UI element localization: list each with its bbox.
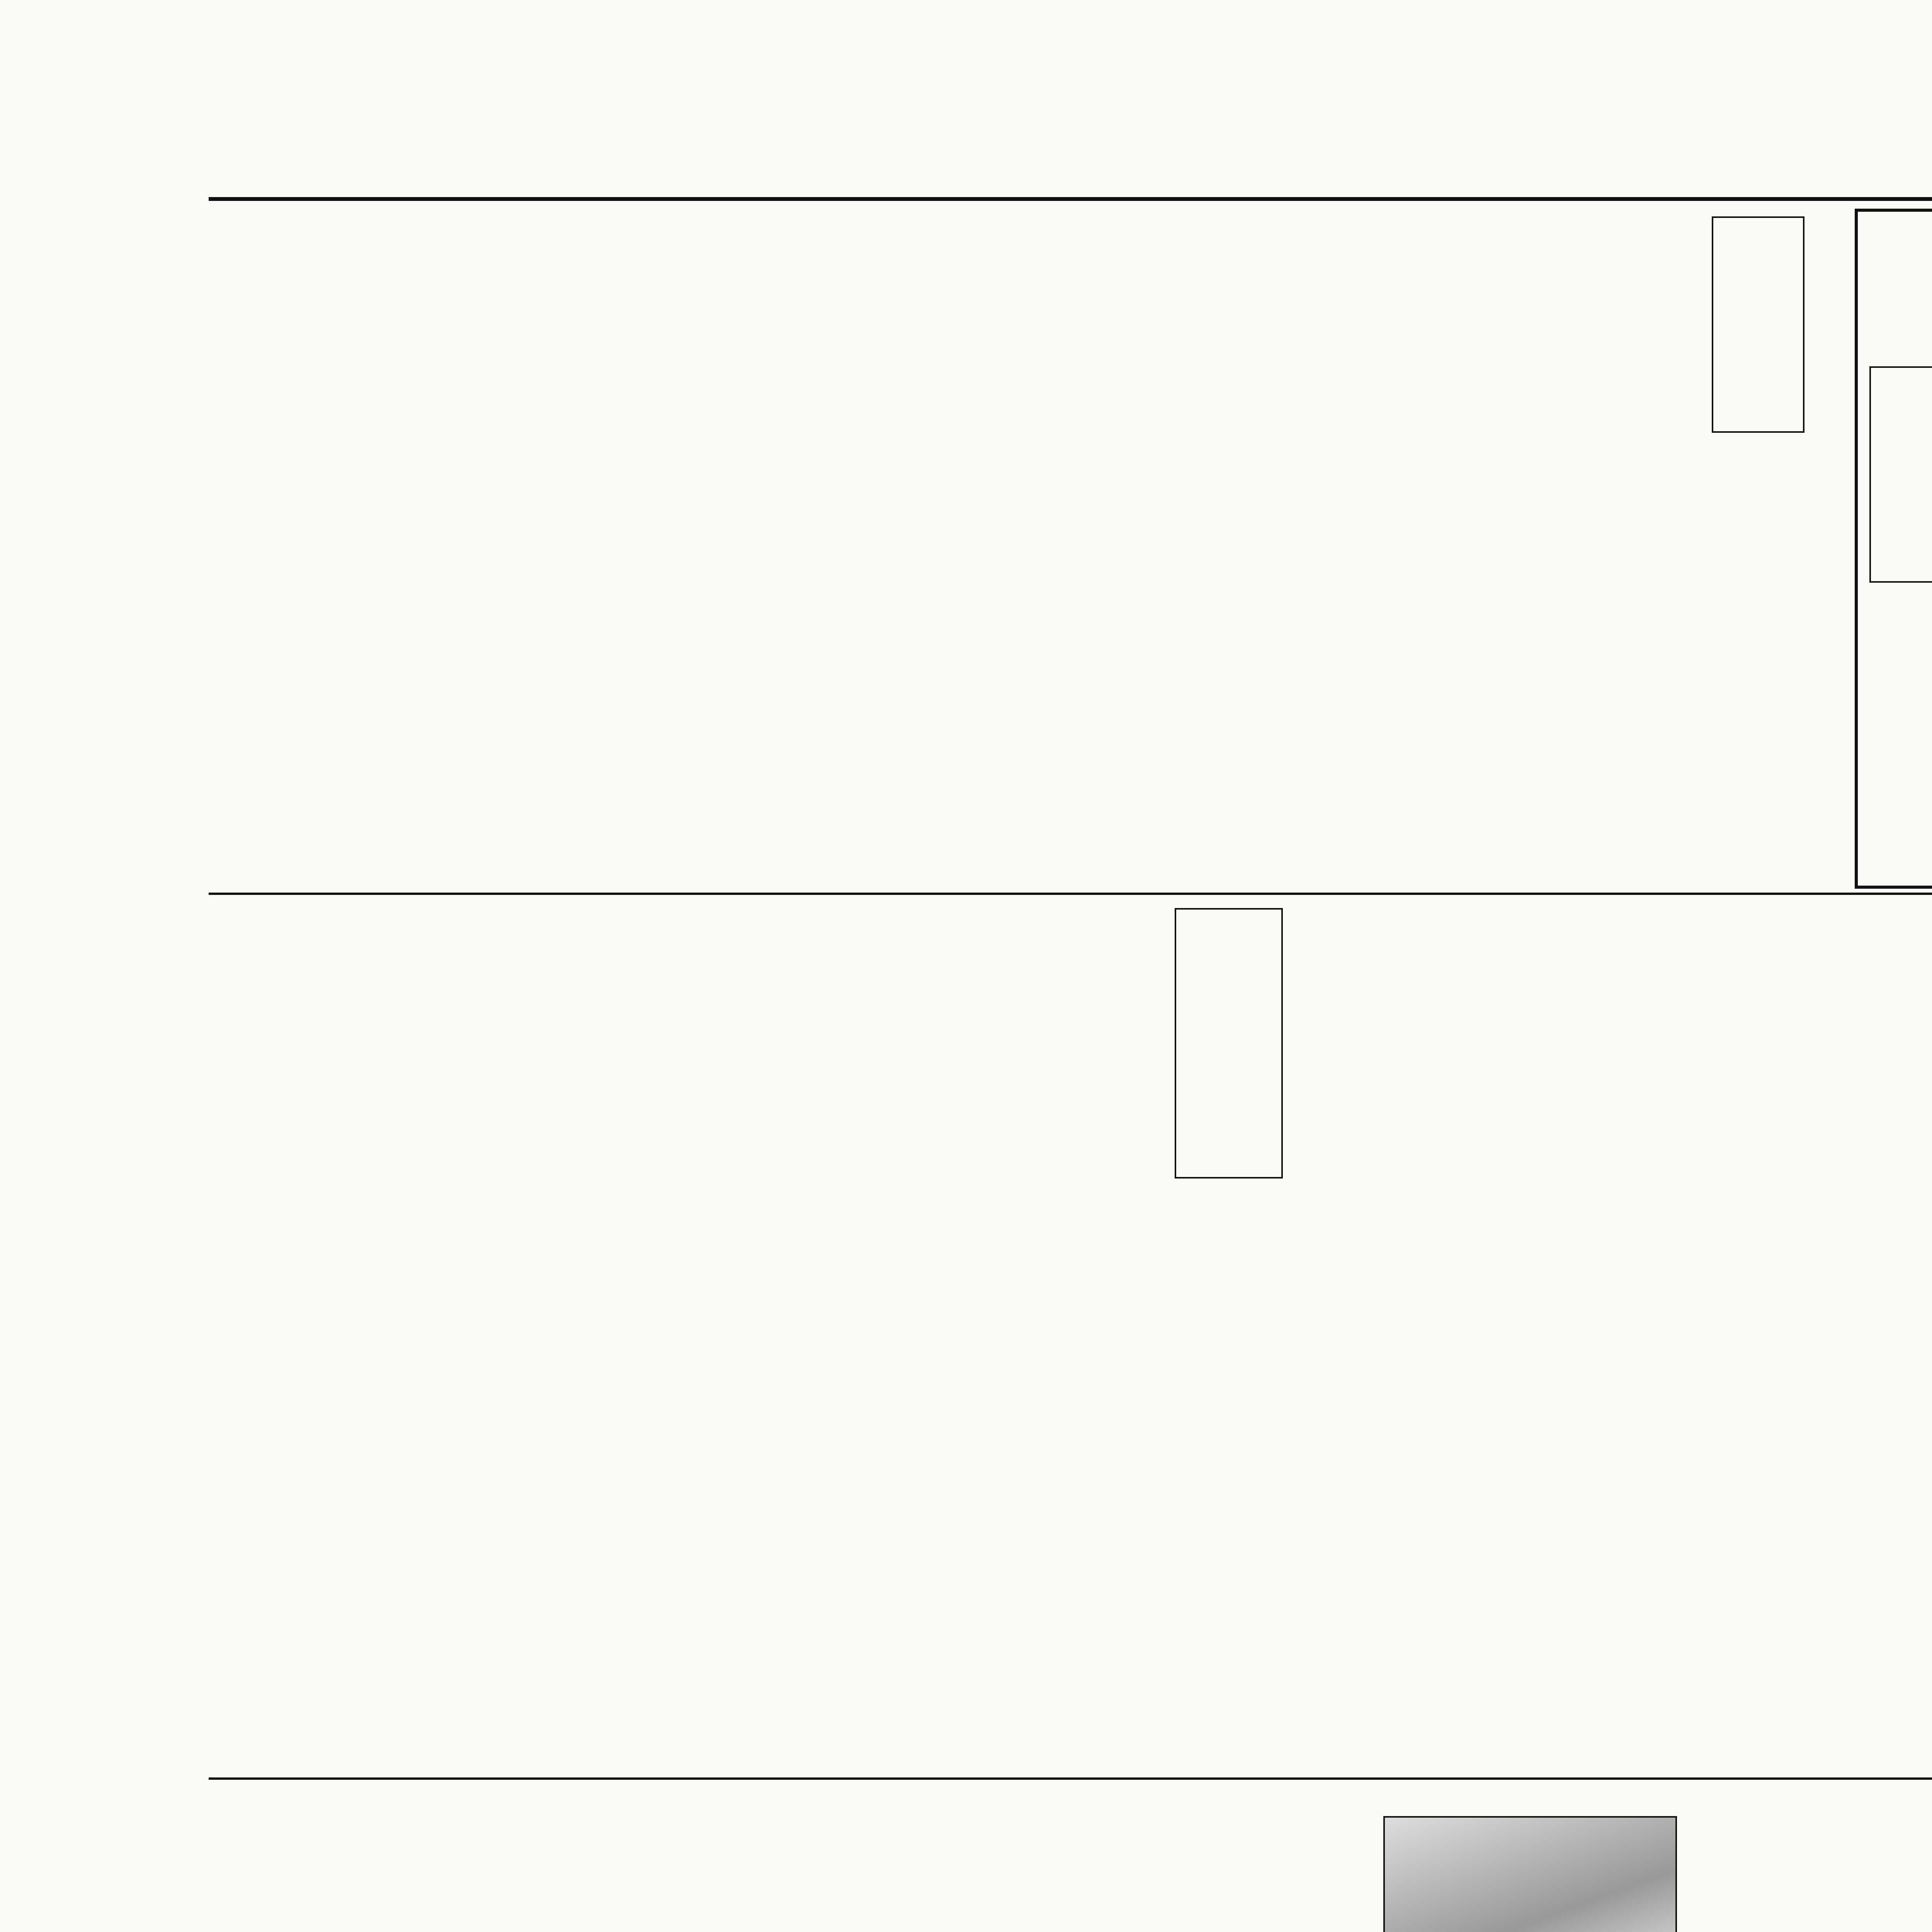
section-rule-2 [209, 1777, 1932, 1780]
article-shijie [1716, 1785, 1932, 1932]
article-qiren-body [216, 908, 1074, 1766]
article-situ-body [216, 1793, 1314, 1932]
section-rule-1 [209, 893, 1932, 895]
article-qiren [209, 900, 1291, 1774]
article-mijiao [209, 209, 1847, 889]
column-header-box [1855, 209, 1932, 889]
article-situ [209, 1785, 1376, 1932]
article-cangchun-body [1302, 908, 1932, 1766]
masthead-rule [209, 197, 1932, 201]
article-qiren-title-box [1175, 908, 1283, 1179]
article-cangchun [1298, 900, 1932, 1774]
article-mijiao-body [216, 444, 1839, 881]
article-shijie-body [1719, 1793, 1932, 1932]
motto-box [1869, 366, 1932, 583]
ink-painting [1383, 1816, 1677, 1932]
masthead-english [232, 153, 247, 183]
article-mijiao-title [1712, 216, 1804, 433]
